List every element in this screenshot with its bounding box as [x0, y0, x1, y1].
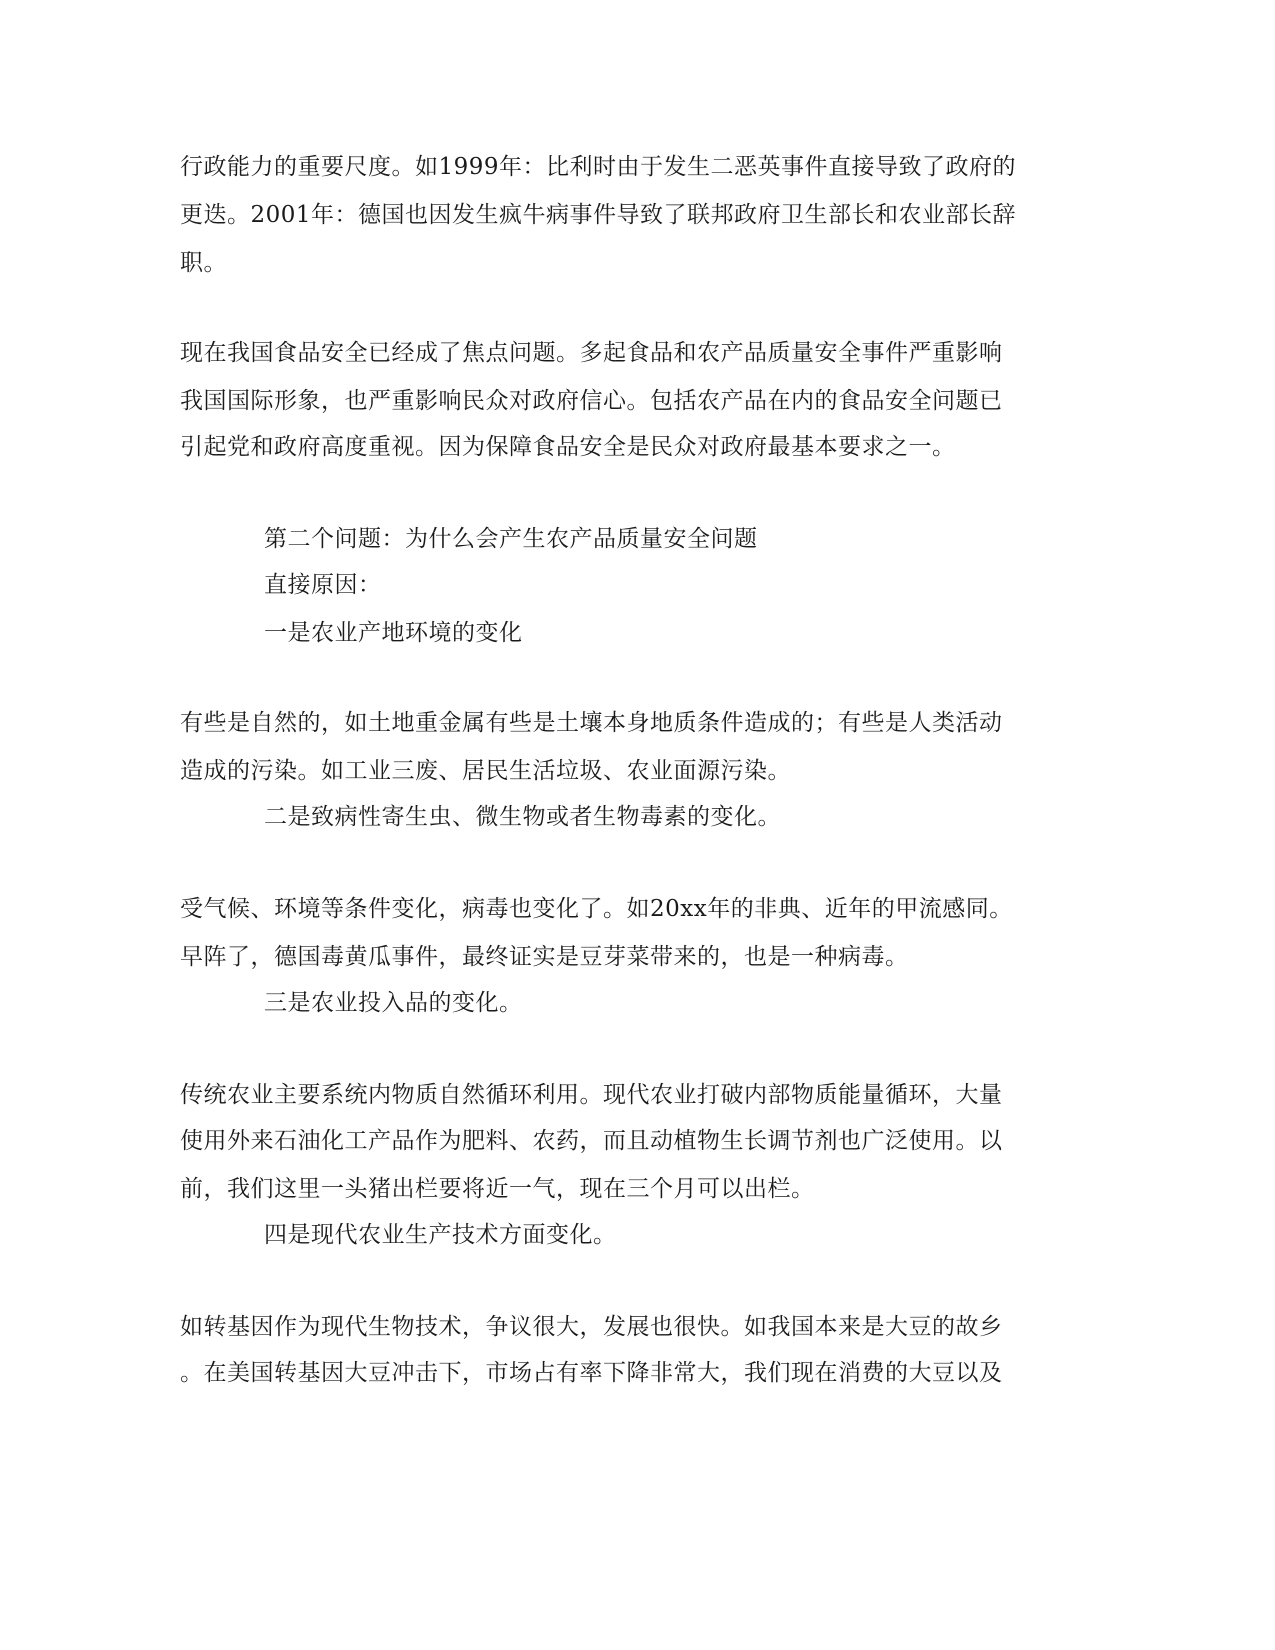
- subheading: 二是致病性寄生虫、微生物或者生物毒素的变化。: [264, 804, 781, 830]
- paragraph-line: 我国国际形象，也严重影响民众对政府信心。包括农产品在内的食品安全问题已: [180, 388, 1003, 414]
- paragraph-line: 传统农业主要系统内物质自然循环利用。现代农业打破内部物质能量循环，大量: [180, 1082, 1003, 1108]
- subheading: 一是农业产地环境的变化: [264, 620, 523, 646]
- paragraph-line: 引起党和政府高度重视。因为保障食品安全是民众对政府最基本要求之一。: [180, 434, 956, 460]
- subheading: 三是农业投入品的变化。: [264, 990, 523, 1016]
- paragraph-line: 早阵了，德国毒黄瓜事件，最终证实是豆芽菜带来的，也是一种病毒。: [180, 944, 909, 970]
- subheading: 四是现代农业生产技术方面变化。: [264, 1222, 617, 1248]
- paragraph-line: 受气候、环境等条件变化，病毒也变化了。如20xx年的非典、近年的甲流感同。: [180, 896, 1013, 922]
- subheading: 直接原因：: [264, 572, 382, 598]
- paragraph-line: 更迭。2001年：德国也因发生疯牛病事件导致了联邦政府卫生部长和农业部长辞: [180, 202, 1017, 228]
- paragraph-line: 造成的污染。如工业三废、居民生活垃圾、农业面源污染。: [180, 758, 791, 784]
- paragraph-line: 职。: [180, 250, 227, 276]
- paragraph-line: 现在我国食品安全已经成了焦点问题。多起食品和农产品质量安全事件严重影响: [180, 340, 1003, 366]
- paragraph-line: 。在美国转基因大豆冲击下，市场占有率下降非常大，我们现在消费的大豆以及: [180, 1360, 1003, 1386]
- paragraph-line: 使用外来石油化工产品作为肥料、农药，而且动植物生长调节剂也广泛使用。以: [180, 1128, 1003, 1154]
- paragraph-line: 如转基因作为现代生物技术，争议很大，发展也很快。如我国本来是大豆的故乡: [180, 1314, 1003, 1340]
- paragraph-line: 前，我们这里一头猪出栏要将近一气，现在三个月可以出栏。: [180, 1176, 815, 1202]
- paragraph-line: 行政能力的重要尺度。如1999年：比利时由于发生二恶英事件直接导致了政府的: [180, 154, 1017, 180]
- section-heading: 第二个问题：为什么会产生农产品质量安全问题: [264, 526, 758, 552]
- paragraph-line: 有些是自然的，如土地重金属有些是土壤本身地质条件造成的；有些是人类活动: [180, 710, 1003, 736]
